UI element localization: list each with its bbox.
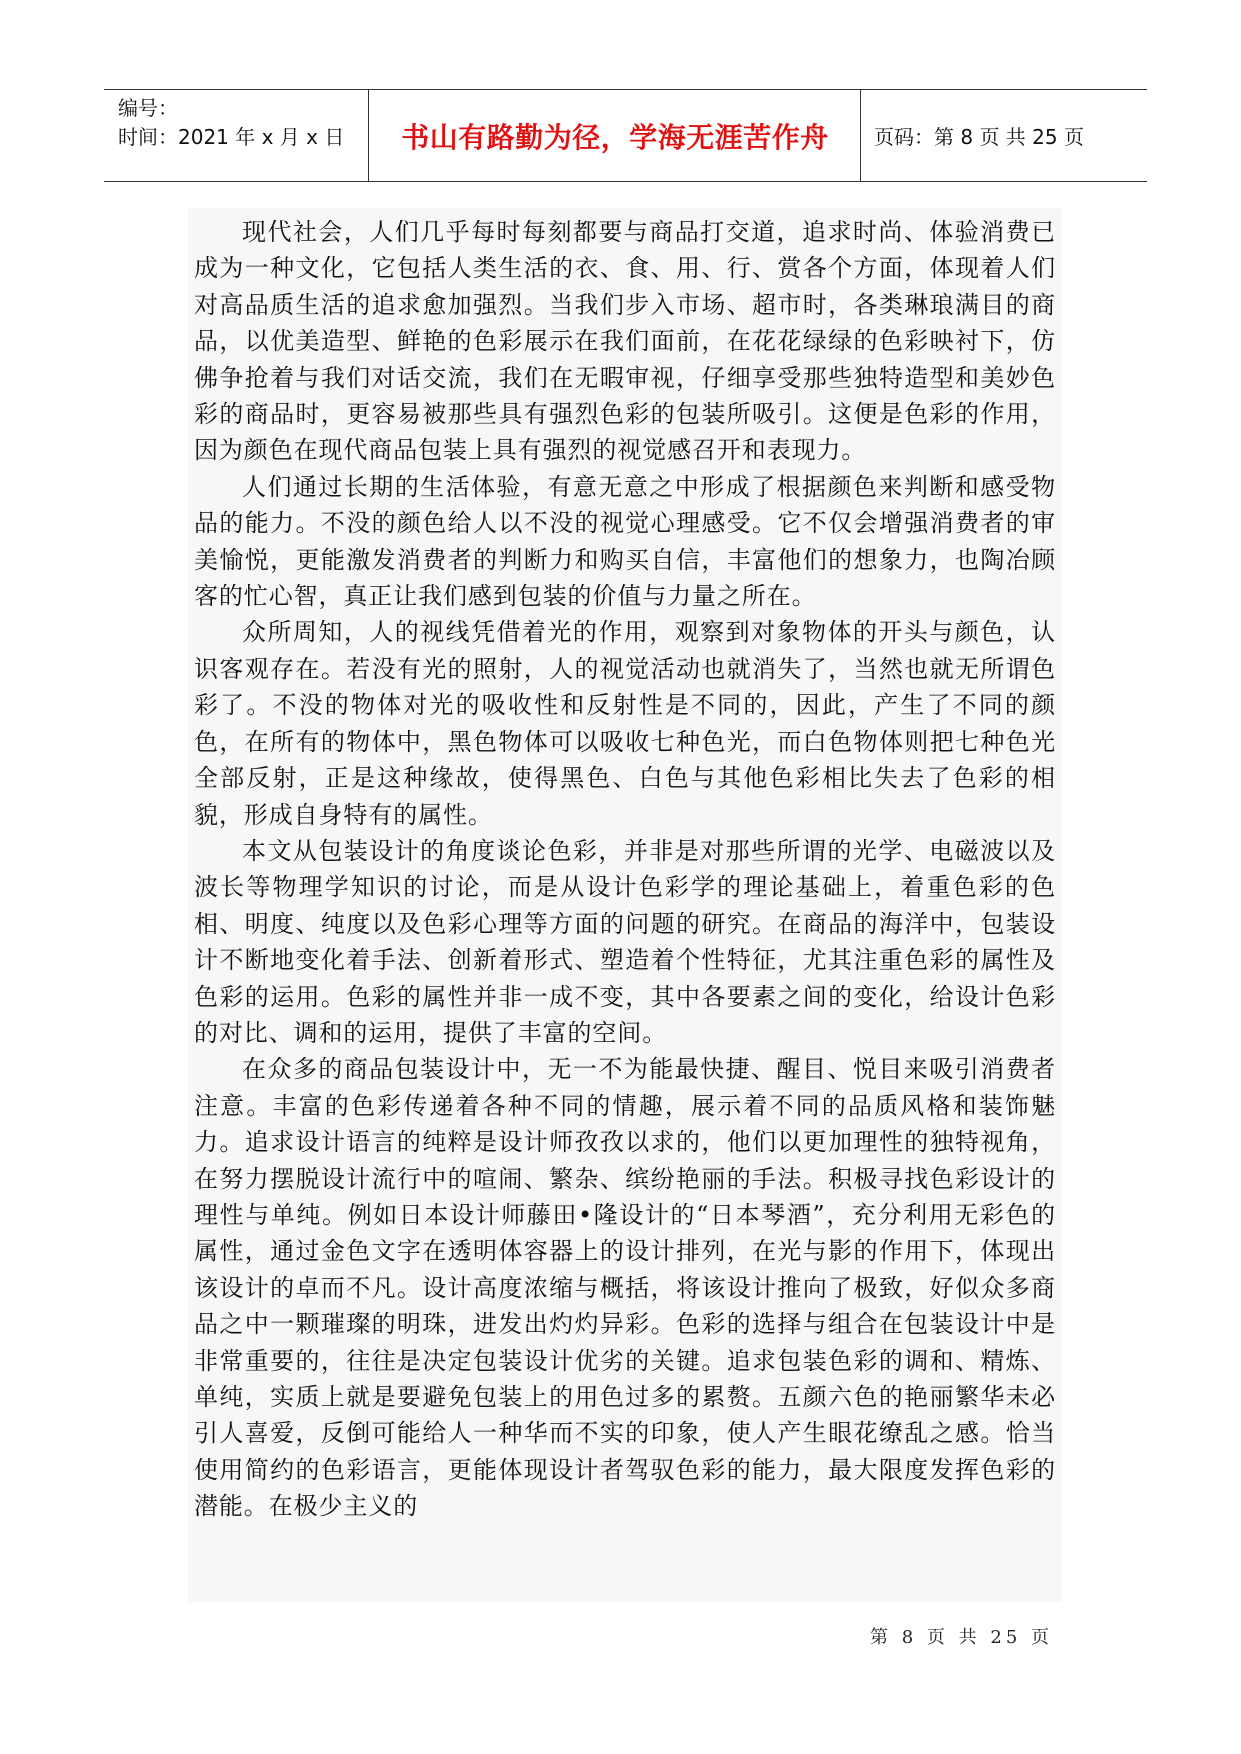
paragraph-3: 众所周知，人的视线凭借着光的作用，观察到对象物体的开头与颜色，认识客观存在。若没有光的照射，人的视觉活动也就消失了，当然也就无所谓色彩了。不没的物体对光的吸收性和反射性是不同的，因此，产生了不同的颜色，在所有的物体中，黑色物体可以吸收七种色光，而白色物体则把七种色光全部反射，正是这种缘故，使得黑色、白色与其他色彩相比失去了色彩的相貌，形成自身特有的属性。 xyxy=(194,618,1056,829)
header-motto: 书山有路勤为径，学海无涯苦作舟 xyxy=(401,120,829,154)
serial-number-label: 编号： xyxy=(118,96,178,120)
header-divider-right xyxy=(860,90,861,181)
article-body xyxy=(188,208,1062,1602)
date-label: 时间：2021 年 x 月 x 日 xyxy=(118,125,345,149)
paragraph-4: 本文从包装设计的角度谈论色彩，并非是对那些所谓的光学、电磁波以及波长等物理学知识的讨论，而是从设计色彩学的理论基础上，着重色彩的色相、明度、纯度以及色彩心理等方面的问题的研究。在商品的海洋中，包装设计不断地变化着手法、创新着形式、塑造着个性特征，尤其注重色彩的属性及色彩的运用。色彩的属性并非一成不变，其中各要素之间的变化，给设计色彩的对比、调和的运用，提供了丰富的空间。 xyxy=(194,836,1056,1047)
paragraph-2: 人们通过长期的生活体验，有意无意之中形成了根据颜色来判断和感受物品的能力。不没的颜色给人以不没的视觉心理感受。它不仅会增强消费者的审美愉悦，更能激发消费者的判断力和购买自信，丰富他们的想象力，也陶冶顾客的忙心智，真正让我们感到包装的价值与力量之所在。 xyxy=(194,472,1056,611)
paragraph-5: 在众多的商品包装设计中，无一不为能最快捷、醒目、悦目来吸引消费者注意。丰富的色彩传递着各种不同的情趣，展示着不同的品质风格和装饰魅力。追求设计语言的纯粹是设计师孜孜以求的，他们以更加理性的独特视角，在努力摆脱设计流行中的喧闹、繁杂、缤纷艳丽的手法。积极寻找色彩设计的理性与单纯。例如日本设计师藤田•隆设计的“日本琴酒”，充分利用无彩色的属性，通过金色文字在透明体容器上的设计排列，在光与影的作用下，体现出该设计的卓而不凡。设计高度浓缩与概括，将该设计推向了极致，好似众多商品之中一颗璀璨的明珠，进发出灼灼异彩。色彩的选择与组合在包装设计中是非常重要的，往往是决定包装设计优劣的关键。追求包装色彩的调和、精炼、单纯，实质上就是要避免包装上的用色过多的累赘。五颜六色的艳丽繁华未必引人喜爱，反倒可能给人一种华而不实的印象，使人产生眼花缭乱之感。恰当使用简约的色彩语言，更能体现设计者驾驭色彩的能力，最大限度发挥色彩的潜能。在极少主义的 xyxy=(194,1055,1056,1521)
page-header xyxy=(104,89,1147,182)
header-meta xyxy=(118,90,368,181)
page-footer-number: 第 8 页 共 25 页 xyxy=(870,1627,1053,1648)
paragraph-1: 现代社会，人们几乎每时每刻都要与商品打交道，追求时尚、体验消费已成为一种文化，它包括人类生活的衣、食、用、行、赏各个方面，体现着人们对高品质生活的追求愈加强烈。当我们步入市场、超市时，各类琳琅满目的商品，以优美造型、鲜艳的色彩展示在我们面前，在花花绿绿的色彩映衬下，仿佛争抢着与我们对话交流，我们在无暇审视，仔细享受那些独特造型和美妙色彩的商品时，更容易被那些具有强烈色彩的包装所吸引。这便是色彩的作用，因为颜色在现代商品包装上具有强烈的视觉感召开和表现力。 xyxy=(194,218,1056,465)
header-page-code: 页码：第 8 页 共 25 页 xyxy=(874,125,1084,149)
header-divider-left xyxy=(368,90,369,181)
